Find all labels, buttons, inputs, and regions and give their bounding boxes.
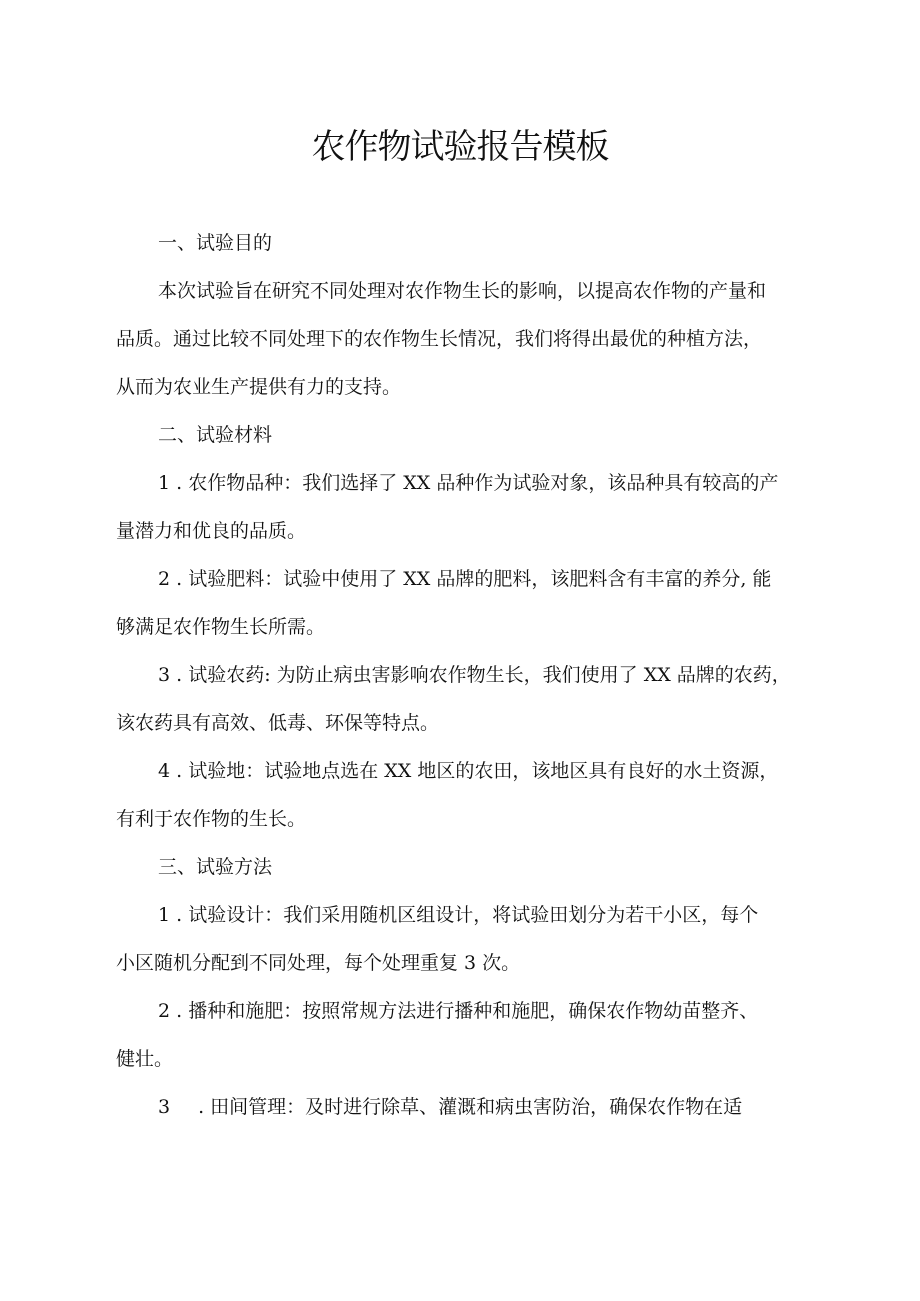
- list-item-line: 1 . 试验设计：我们采用随机区组设计，将试验田划分为若干小区，每个: [158, 904, 759, 926]
- section-heading-purpose: 一、试验目的: [158, 232, 273, 254]
- list-item-number: 3: [158, 1096, 171, 1118]
- list-item-line: 4 . 试验地：试验地点选在 XX 地区的农田，该地区具有良好的水土资源，: [158, 760, 779, 782]
- list-item-text: . 田间管理：及时进行除草、灌溉和病虫害防治，确保农作物在适: [198, 1096, 743, 1118]
- list-item-line: 量潜力和优良的品质。: [116, 520, 307, 542]
- list-item-line: 该农药具有高效、低毒、环保等特点。: [116, 712, 440, 734]
- list-item-line: 健壮。: [116, 1048, 174, 1070]
- paragraph-line: 品质。通过比较不同处理下的农作物生长情况，我们将得出最优的种植方法，: [116, 328, 763, 350]
- list-item-line: 2 . 播种和施肥：按照常规方法进行播种和施肥，确保农作物幼苗整齐、: [158, 1000, 759, 1022]
- paragraph-line: 从而为农业生产提供有力的支持。: [116, 376, 402, 398]
- list-item-line: 小区随机分配到不同处理，每个处理重复 3 次。: [116, 952, 521, 974]
- list-item-line: 2 . 试验肥料：试验中使用了 XX 品牌的肥料，该肥料含有丰富的养分, 能: [158, 568, 772, 590]
- document-title: 农作物试验报告模板: [311, 127, 609, 167]
- list-item-line: 1 . 农作物品种：我们选择了 XX 品种作为试验对象，该品种具有较高的产: [158, 472, 779, 494]
- section-heading-materials: 二、试验材料: [158, 424, 273, 446]
- paragraph-line: 本次试验旨在研究不同处理对农作物生长的影响，以提高农作物的产量和: [158, 280, 767, 302]
- list-item-line: 有利于农作物的生长。: [116, 808, 307, 830]
- section-heading-methods: 三、试验方法: [158, 856, 273, 878]
- list-item-line: [158, 1092, 742, 1122]
- list-item-line: 3 . 试验农药: 为防止病虫害影响农作物生长，我们使用了 XX 品牌的农药，: [158, 664, 791, 686]
- list-item-line: 够满足农作物生长所需。: [116, 616, 326, 638]
